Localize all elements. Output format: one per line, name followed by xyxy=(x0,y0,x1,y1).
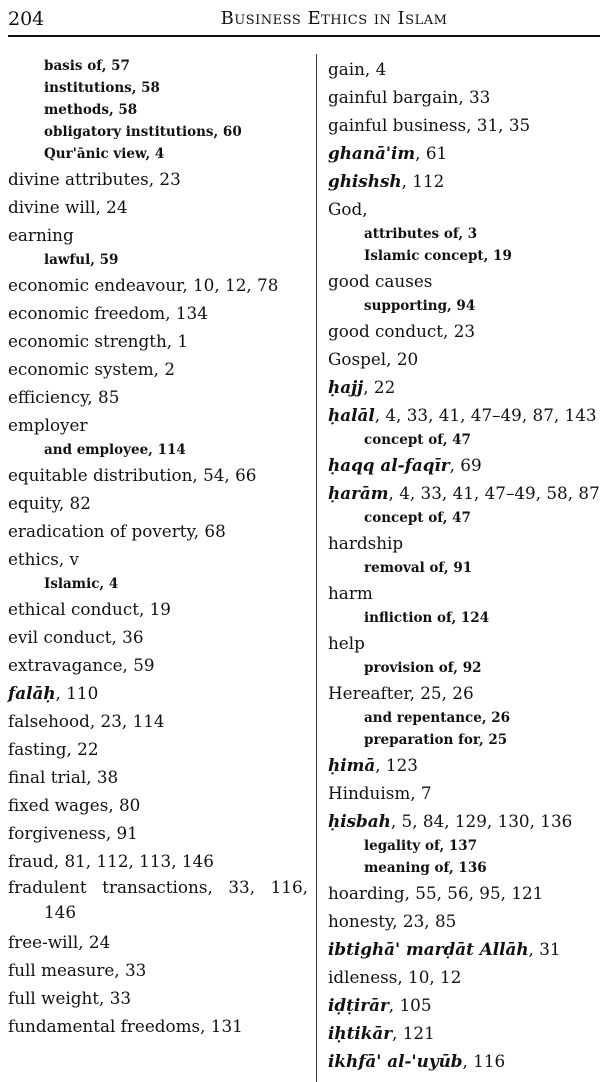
index-column-left xyxy=(8,55,308,1040)
index-pages: , 116 xyxy=(462,1051,506,1071)
index-entry: help xyxy=(328,633,365,653)
index-entry: eradication of poverty, 68 xyxy=(8,521,226,541)
header-rule xyxy=(8,35,600,37)
index-subentry: meaning of, 136 xyxy=(364,860,487,876)
index-entry xyxy=(328,479,600,507)
index-entry xyxy=(328,167,600,195)
index-entry: final trial, 38 xyxy=(8,767,119,787)
index-entry xyxy=(8,679,308,707)
index-entry: divine will, 24 xyxy=(8,197,128,217)
index-subentry: basis of, 57 xyxy=(44,58,130,74)
page-header xyxy=(8,2,600,32)
index-entry: equity, 82 xyxy=(8,493,91,513)
index-entry: evil conduct, 36 xyxy=(8,627,144,647)
index-entry xyxy=(328,935,600,963)
index-entry: falsehood, 23, 114 xyxy=(8,711,165,731)
index-subentry: concept of, 47 xyxy=(364,510,471,526)
index-subentry: and repentance, 26 xyxy=(364,710,511,726)
index-entry: ethics, v xyxy=(8,549,80,569)
index-entry: harm xyxy=(328,583,373,603)
index-term: ghanā'im xyxy=(328,143,416,163)
index-column-right xyxy=(328,55,600,1075)
index-subentry: lawful, 59 xyxy=(44,252,119,268)
index-entry: full weight, 33 xyxy=(8,988,132,1008)
index-entry: fixed wages, 80 xyxy=(8,795,141,815)
index-entry xyxy=(328,401,600,429)
index-entry: fraud, 81, 112, 113, 146 xyxy=(8,851,214,871)
index-entry: good conduct, 23 xyxy=(328,321,476,341)
index-subentry: Islamic concept, 19 xyxy=(364,248,512,264)
index-entry: honesty, 23, 85 xyxy=(328,911,457,931)
index-term: ḥisbah xyxy=(328,811,391,831)
index-entry: fasting, 22 xyxy=(8,739,99,759)
index-entry xyxy=(328,139,600,167)
index-entry: forgiveness, 91 xyxy=(8,823,138,843)
index-entry: Hereafter, 25, 26 xyxy=(328,683,474,703)
index-entry: equitable distribution, 54, 66 xyxy=(8,465,257,485)
running-title: Business Ethics in Islam xyxy=(220,8,448,29)
index-pages: , 31 xyxy=(528,939,561,959)
index-entry: Gospel, 20 xyxy=(328,349,419,369)
index-entry: fradulent transactions, 33, 116, 146 xyxy=(8,877,308,922)
index-term: iḥtikār xyxy=(328,1023,393,1043)
index-term: ḥaqq al-faqīr xyxy=(328,455,450,475)
index-entry: ethical conduct, 19 xyxy=(8,599,171,619)
index-entry: God, xyxy=(328,199,368,219)
index-subentry: attributes of, 3 xyxy=(364,226,478,242)
index-entry: gainful business, 31, 35 xyxy=(328,115,531,135)
index-entry: economic endeavour, 10, 12, 78 xyxy=(8,275,279,295)
index-subentry: provision of, 92 xyxy=(364,660,482,676)
index-subentry: Qur'ānic view, 4 xyxy=(44,146,165,162)
index-entry: gainful bargain, 33 xyxy=(328,87,491,107)
index-term: ibtighā' marḍāt Allāh xyxy=(328,939,529,959)
page-number: 204 xyxy=(8,8,45,30)
index-entry xyxy=(328,751,600,779)
index-subentry: concept of, 47 xyxy=(364,432,471,448)
column-divider xyxy=(316,54,317,1082)
index-term: ḥimā xyxy=(328,755,376,775)
index-subentry: legality of, 137 xyxy=(364,838,478,854)
index-pages: , 110 xyxy=(55,683,99,703)
index-term: ghishsh xyxy=(328,171,402,191)
index-entry xyxy=(328,451,600,479)
index-subentry: supporting, 94 xyxy=(364,298,476,314)
index-entry: economic system, 2 xyxy=(8,359,175,379)
index-subentry: methods, 58 xyxy=(44,102,138,118)
index-term: falāḥ xyxy=(8,683,56,703)
index-entry: divine attributes, 23 xyxy=(8,169,181,189)
index-pages: , 5, 84, 129, 130, 136 xyxy=(390,811,573,831)
index-subentry: Islamic, 4 xyxy=(44,576,119,592)
index-subentry: infliction of, 124 xyxy=(364,610,490,626)
index-entry: idleness, 10, 12 xyxy=(328,967,462,987)
index-entry: Hinduism, 7 xyxy=(328,783,432,803)
index-term: iḍṭirār xyxy=(328,995,389,1015)
index-entry xyxy=(328,1019,600,1047)
index-entry: hardship xyxy=(328,533,404,553)
index-entry: employer xyxy=(8,415,88,435)
index-entry xyxy=(328,373,600,401)
index-pages: , 121 xyxy=(392,1023,435,1043)
index-pages: , 112 xyxy=(401,171,445,191)
index-entry: gain, 4 xyxy=(328,59,387,79)
index-pages: , 61 xyxy=(415,143,448,163)
index-subentry: preparation for, 25 xyxy=(364,732,508,748)
index-entry: full measure, 33 xyxy=(8,960,147,980)
index-entry xyxy=(328,807,600,835)
index-pages: , 4, 33, 41, 47–49, 58, 87 xyxy=(388,483,600,503)
index-pages: , 4, 33, 41, 47–49, 87, 143 xyxy=(374,405,597,425)
index-pages: , 105 xyxy=(388,995,432,1015)
index-subentry: institutions, 58 xyxy=(44,80,160,96)
index-entry xyxy=(328,991,600,1019)
index-entry: hoarding, 55, 56, 95, 121 xyxy=(328,883,544,903)
index-entry: extravagance, 59 xyxy=(8,655,155,675)
index-term: ikhfā' al-'uyūb xyxy=(328,1051,463,1071)
index-entry: economic freedom, 134 xyxy=(8,303,208,323)
index-term: ḥarām xyxy=(328,483,389,503)
index-term: ḥalāl xyxy=(328,405,375,425)
index-pages: , 123 xyxy=(375,755,418,775)
index-pages: , 22 xyxy=(363,377,396,397)
index-entry: good causes xyxy=(328,271,433,291)
index-entry xyxy=(328,1047,600,1075)
index-subentry: obligatory institutions, 60 xyxy=(44,124,242,140)
index-entry: fundamental freedoms, 131 xyxy=(8,1016,243,1036)
index-entry: efficiency, 85 xyxy=(8,387,120,407)
index-subentry: removal of, 91 xyxy=(364,560,473,576)
index-pages: , 69 xyxy=(449,455,482,475)
index-entry: economic strength, 1 xyxy=(8,331,189,351)
index-subentry: and employee, 114 xyxy=(44,442,186,458)
index-entry: earning xyxy=(8,225,74,245)
index-entry: free-will, 24 xyxy=(8,932,111,952)
index-term: ḥajj xyxy=(328,377,364,397)
